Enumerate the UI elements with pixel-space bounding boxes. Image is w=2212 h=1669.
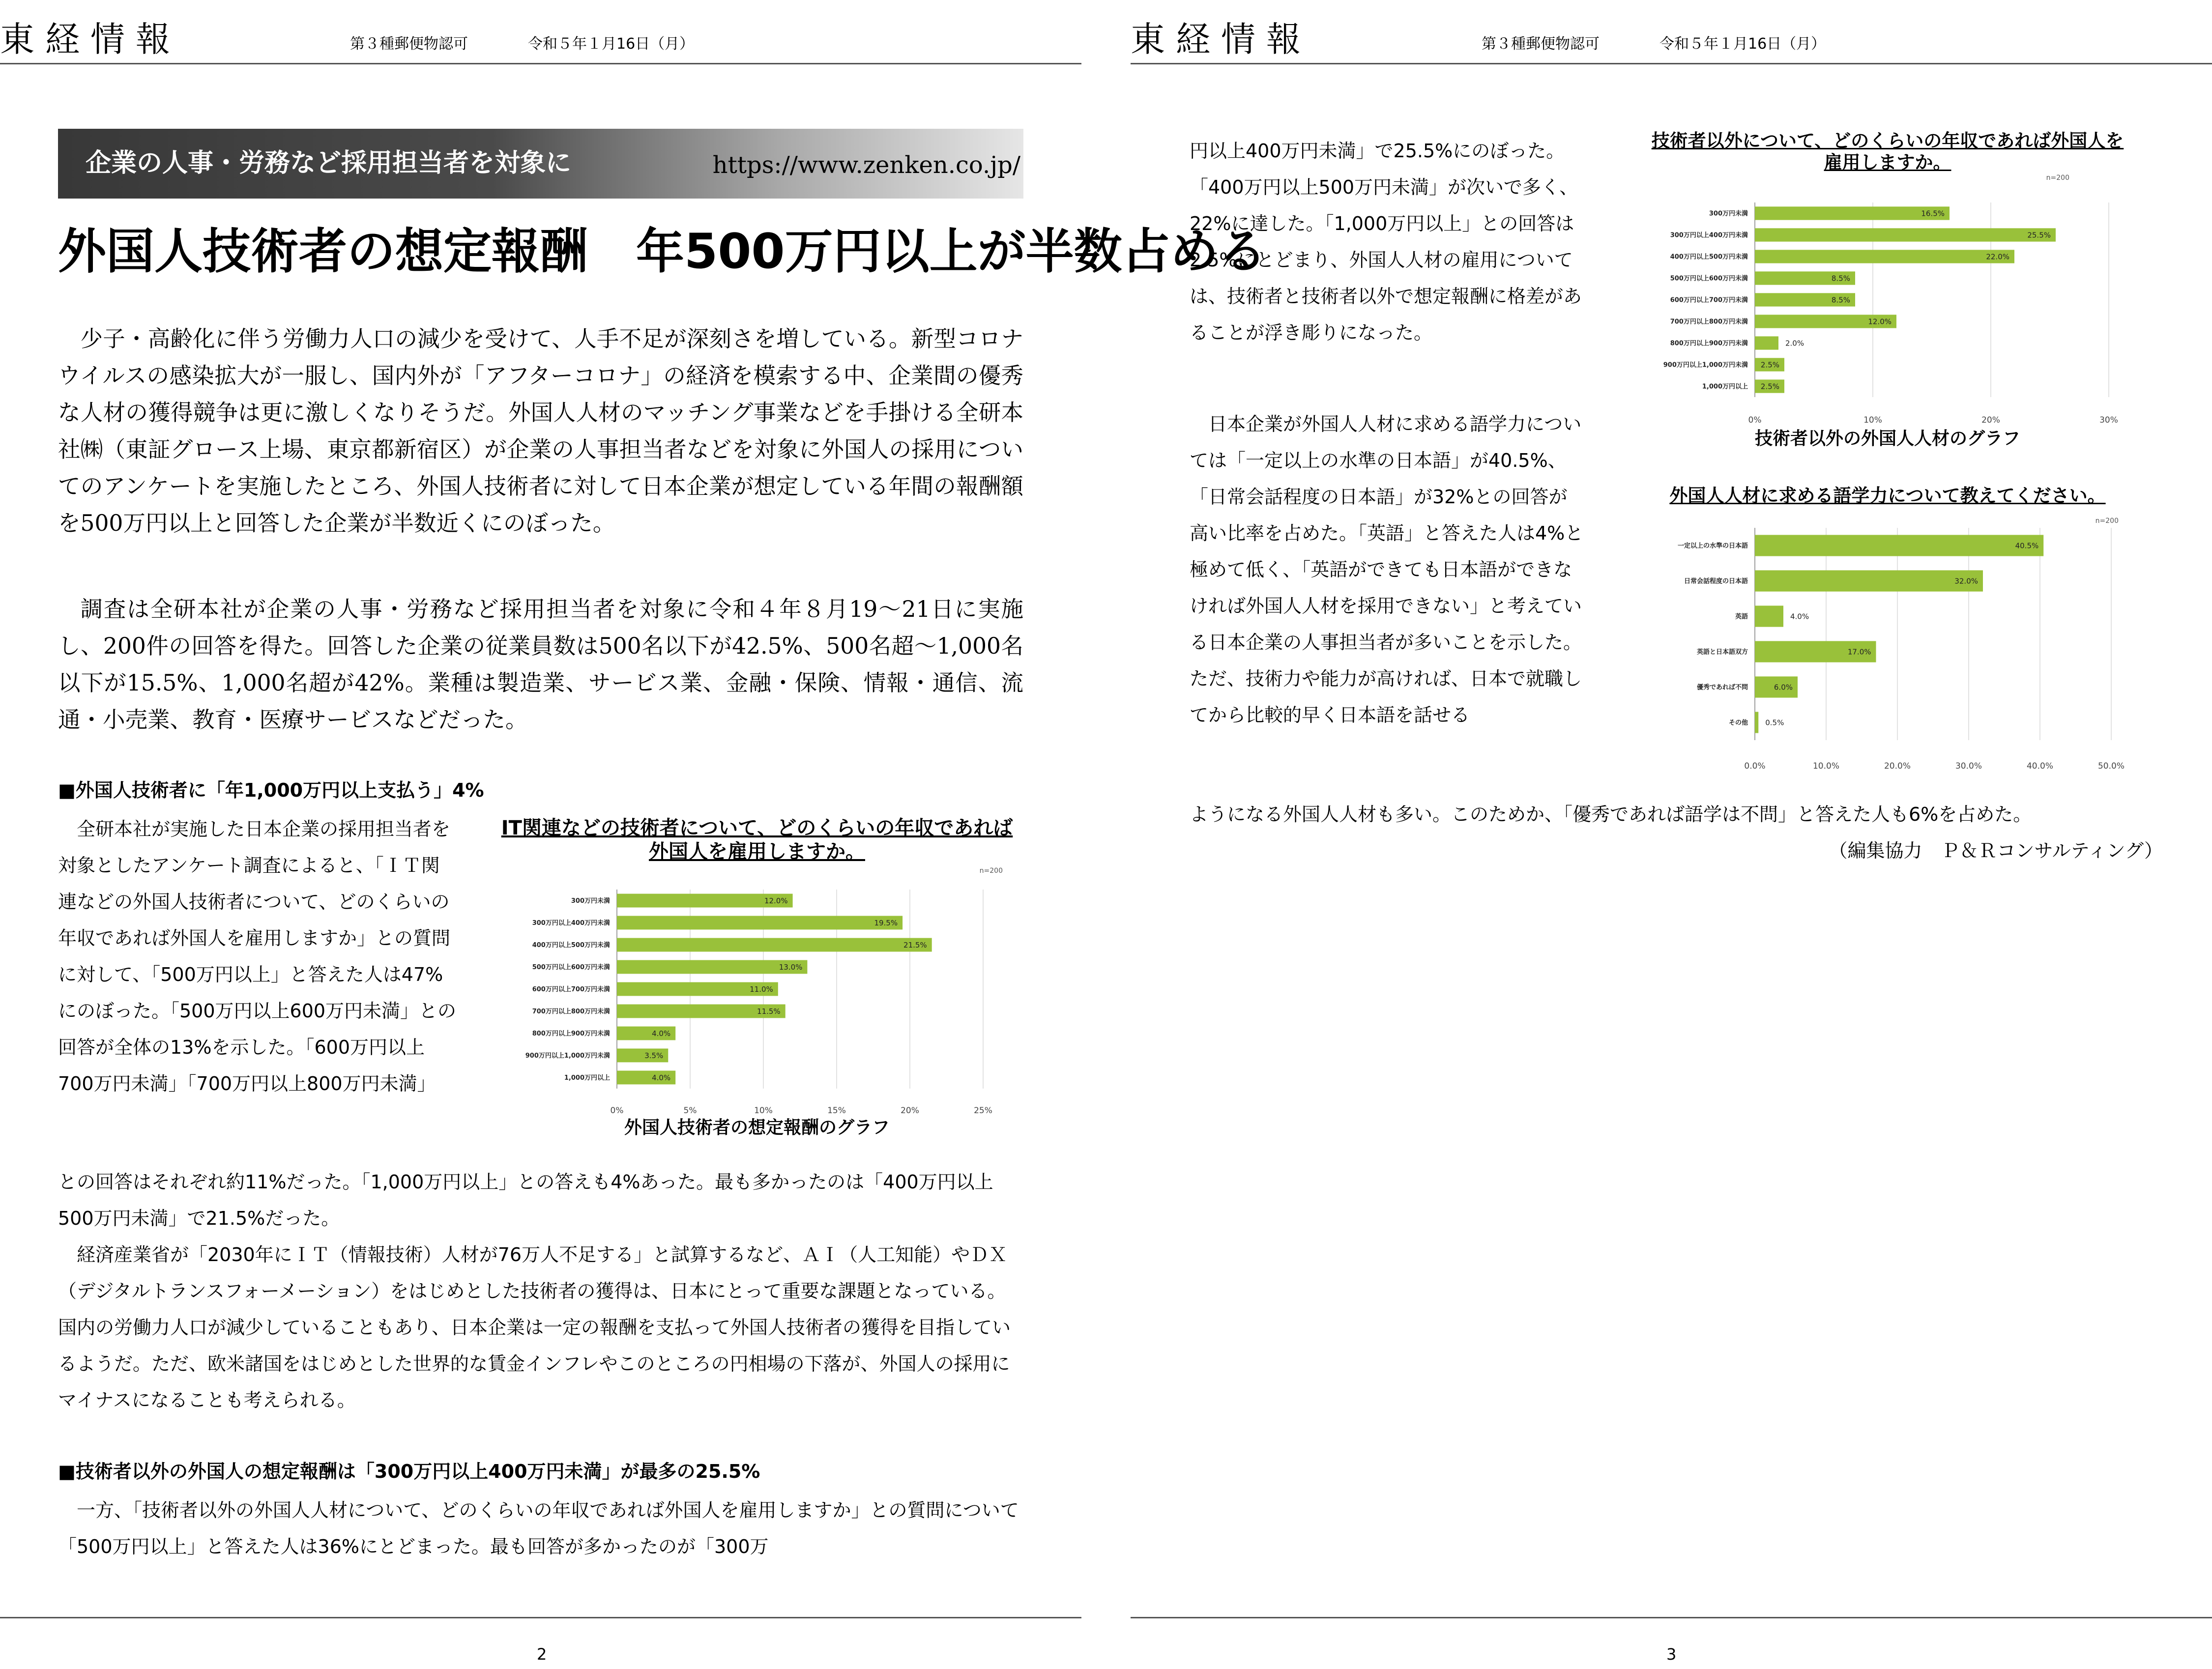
bar [1755,535,2043,556]
tick-label: 10% [754,1106,773,1116]
category-label: 700万円以上800万円未満 [1670,318,1748,326]
chart-caption: 技術者以外の外国人人材のグラフ [1754,429,2020,449]
tick-label: 0% [610,1106,624,1116]
tick-label: 30% [2099,415,2118,425]
non-it-salary-chart [1622,129,2153,458]
bar [1755,206,1950,220]
value-label: 22.0% [1986,252,2009,261]
category-label: 英語 [1735,613,1748,621]
value-label: 8.5% [1831,274,1850,283]
bar [617,916,902,930]
category-label: その他 [1728,719,1748,727]
postal-permit: 第３種郵便物認可 [1482,35,1600,53]
tick-label: 25% [974,1106,992,1116]
banner [58,129,1023,199]
tick-label: 30.0% [1955,761,1982,771]
bar [1755,605,1783,627]
value-label: 6.0% [1774,683,1793,692]
chart-title-line-2: 雇用しますか。 [1824,152,1951,173]
category-label: 1,000万円以上 [1702,383,1748,391]
banner-text: 企業の人事・労務など採用担当者を対象に [86,148,572,178]
bottom-rule [0,1617,1081,1618]
tick-label: 20% [901,1106,919,1116]
chart-title-line-1: 技術者以外について、どのくらいの年収であれば外国人を [1651,130,2124,151]
section1-heading: ■外国人技術者に「年1,000万円以上支払う」4% [58,779,484,801]
value-label: 2.0% [1785,339,1805,348]
tick-label: 10% [1863,415,1882,425]
category-label: 1,000万円以上 [564,1074,610,1082]
value-label: 4.0% [1790,612,1809,621]
bar [1755,712,1758,733]
value-label: 16.5% [1921,209,1945,218]
tick-label: 50.0% [2097,761,2125,771]
chart-title-line-2: 外国人を雇用しますか。 [649,840,865,863]
lead-paragraph-1: 少子・高齢化に伴う労働力人口の減少を受けて、人手不足が深刻さを増している。新型コロナウイルスの感染拡大が一服し、国内外が「アフターコロナ」の経済を模索する中、企業間の優秀な人材の獲得競争は更に激しくなりそうだ。外国人人材のマッチング事業などを手掛ける全研本社㈱（東証グロース上場、東京都新宿区）が企業の人事担当者などを対象に外国人の採用についてのアンケートを実施したところ、外国人技術者に対して日本企業が想定している年間の報酬額を500万円以上と回答した企業が半数近くにのぼった。 [58,326,1023,536]
tick-label: 5% [683,1106,697,1116]
category-label: 400万円以上500万円未満 [532,942,610,950]
value-label: 21.5% [903,940,927,950]
value-label: 32.0% [1954,576,1978,586]
tick-label: 20% [1981,415,2000,425]
chart-title-line-1: IT関連などの技術者について、どのくらいの年収であれば [501,817,1013,839]
value-label: 13.0% [779,962,803,972]
value-label: 3.5% [644,1051,664,1060]
section1-body-2: 経済産業省が「2030年にＩＴ（情報技術）人材が76万人不足する」と試算するなど、ＡＩ（人工知能）やＤＸ（デジタルトランスフォーメーション）をはじめとした技術者の獲得は、日本にとって重要な課題となっている。国内の労働力人口が減少していることもあり、日本企業は一定の報酬を支払って外国人技術者の獲得を目指しているようだ。ただ、欧米諸国をはじめとした世界的な賃金インフレやこのところの円相場の下落が、外国人の採用にマイナスになることも考えられる。 [58,1244,1011,1411]
category-label: 500万円以上600万円未満 [532,964,610,972]
category-label: 300万円以上400万円未満 [1670,231,1748,239]
section1-body-wide: との回答はそれぞれ約11%だった。「1,000万円以上」との答えも4%あった。最も多かったのは「400万円以上500万円未満」で21.5%だった。 [58,1171,993,1229]
value-label: 8.5% [1831,295,1850,305]
masthead: 東経情報 [0,19,181,59]
banner-url: https://www.zenken.co.jp/ [712,151,1020,179]
issue-date: 令和５年１月16日（月） [528,35,695,53]
chart-sample-size: n=200 [979,867,1003,875]
value-label: 11.5% [757,1007,781,1016]
issue-date: 令和５年１月16日（月） [1659,35,1826,53]
category-label: 日常会話程度の日本語 [1684,577,1748,585]
category-label: 900万円以上1,000万円未満 [525,1052,610,1060]
section2-body: 一方、「技術者以外の外国人人材について、どのくらいの年収であれば外国人を雇用しますか」との質問について「500万円以上」と答えた人は36%にとどまった。最も回答が多かったのが「300万 [58,1499,1019,1557]
chart-sample-size: n=200 [2046,174,2069,182]
right-body-wide: ようになる外国人人材も多い。このためか、「優秀であれば語学は不問」と答えた人も6%を占めた。 [1190,804,2032,825]
value-label: 12.0% [764,896,788,905]
postal-permit: 第３種郵便物認可 [350,35,468,53]
category-label: 400万円以上500万円未満 [1670,253,1748,261]
bar [1755,228,2056,241]
section1-body-narrow: 全研本社が実施した日本企業の採用担当者を対象としたアンケート調査によると、「ＩＴ関連などの外国人技術者について、どのくらいの年収であれば外国人を雇用しますか」との質問に対して、「500万円以上」と答えた人は47%にのぼった。「500万円以上600万円未満」との回答が全体の13%を示した。「600万円以上700万円未満」「700万円以上800万円未満」 [58,818,457,1094]
category-label: 優秀であれば不問 [1696,684,1748,691]
tick-label: 40.0% [2026,761,2054,771]
chart-caption: 外国人技術者の想定報酬のグラフ [624,1118,890,1138]
bar [1755,250,2014,263]
value-label: 4.0% [652,1073,671,1082]
masthead: 東経情報 [1131,19,1311,59]
lead-paragraph-2: 調査は全研本社が企業の人事・労務など採用担当者を対象に令和４年８月19～21日に実施し、200件の回答を得た。回答した企業の従業員数は500名以下が42.5%、500名超～1,000名以下が15.5%、1,000名超が42%。業種は製造業、サービス業、金融・保険、情報・通信、流通・小売業、教育・医療サービスなどだった。 [58,596,1023,733]
page-number: 3 [1666,1645,1677,1664]
tick-label: 20.0% [1884,761,1911,771]
category-label: 800万円以上900万円未満 [532,1030,610,1038]
value-label: 0.5% [1765,718,1784,727]
category-label: 300万円未満 [571,897,610,905]
top-rule [0,63,1081,64]
headline: 外国人技術者の想定報酬 年500万円以上が半数占める [58,224,1267,280]
category-label: 900万円以上1,000万円未満 [1663,361,1748,369]
value-label: 25.5% [2027,230,2051,240]
category-label: 800万円以上900万円未満 [1670,340,1748,347]
language-skill-chart [1622,484,2153,788]
tick-label: 0% [1748,415,1762,425]
value-label: 11.0% [750,984,773,994]
category-label: 300万円以上400万円未満 [532,920,610,927]
non-it-chart-plot [1622,202,2153,433]
category-label: 一定以上の水準の日本語 [1677,542,1748,550]
category-label: 英語と日本語双方 [1696,648,1748,656]
it-chart-plot [487,880,1027,1116]
category-label: 700万円以上800万円未満 [532,1008,610,1016]
right-body-narrow-2: 日本企業が外国人人材に求める語学力については「一定以上の水準の日本語」が40.5%、「日常会話程度の日本語」が32%との回答が高い比率を占めた。「英語」と答えた人は4%と極めて低く、「英語ができても日本語ができなければ外国人人材を採用できない」と考えている日本企業の人事担当者が多いことを示した。ただ、技術力や能力が高ければ、日本で就職してから比較的早く日本語を話せる [1190,413,1584,726]
value-label: 12.0% [1868,317,1892,326]
it-salary-chart [487,816,1027,1150]
category-label: 600万円以上700万円未満 [532,986,610,994]
value-label: 4.0% [652,1029,671,1038]
value-label: 2.5% [1760,360,1779,370]
category-label: 600万円以上700万円未満 [1670,296,1748,304]
value-label: 40.5% [2015,541,2039,550]
language-chart-plot [1622,523,2153,778]
tick-label: 10.0% [1812,761,1840,771]
value-label: 19.5% [874,918,898,927]
section2-heading: ■技術者以外の外国人の想定報酬は「300万円以上400万円未満」が最多の25.5% [58,1461,760,1482]
bottom-rule [1131,1617,2212,1618]
chart-sample-size: n=200 [2095,517,2119,525]
top-rule [1131,63,2212,64]
right-body-narrow-1: 円以上400万円未満」で25.5%にのぼった。「400万円以上500万円未満」が次いで多く、22%に達した。「1,000万円以上」との回答は2.5%にとどまり、外国人人材の雇用については、技術者と技術者以外で想定報酬に格差があることが浮き彫りになった。 [1190,140,1582,344]
right-page [1131,0,2212,1669]
chart-title: 外国人人材に求める語学力について教えてください。 [1669,485,2106,506]
bar [1755,570,1983,591]
value-label: 2.5% [1760,382,1779,391]
category-label: 500万円以上600万円未満 [1670,275,1748,283]
tick-label: 15% [827,1106,846,1116]
editorial-credit: （編集協力 Ｐ＆Ｒコンサルティング） [1829,840,2163,862]
bar [1755,336,1778,349]
tick-label: 0.0% [1744,761,1766,771]
page-number: 2 [537,1645,547,1664]
value-label: 17.0% [1847,647,1871,657]
bar [617,938,932,952]
category-label: 300万円未満 [1709,210,1748,218]
